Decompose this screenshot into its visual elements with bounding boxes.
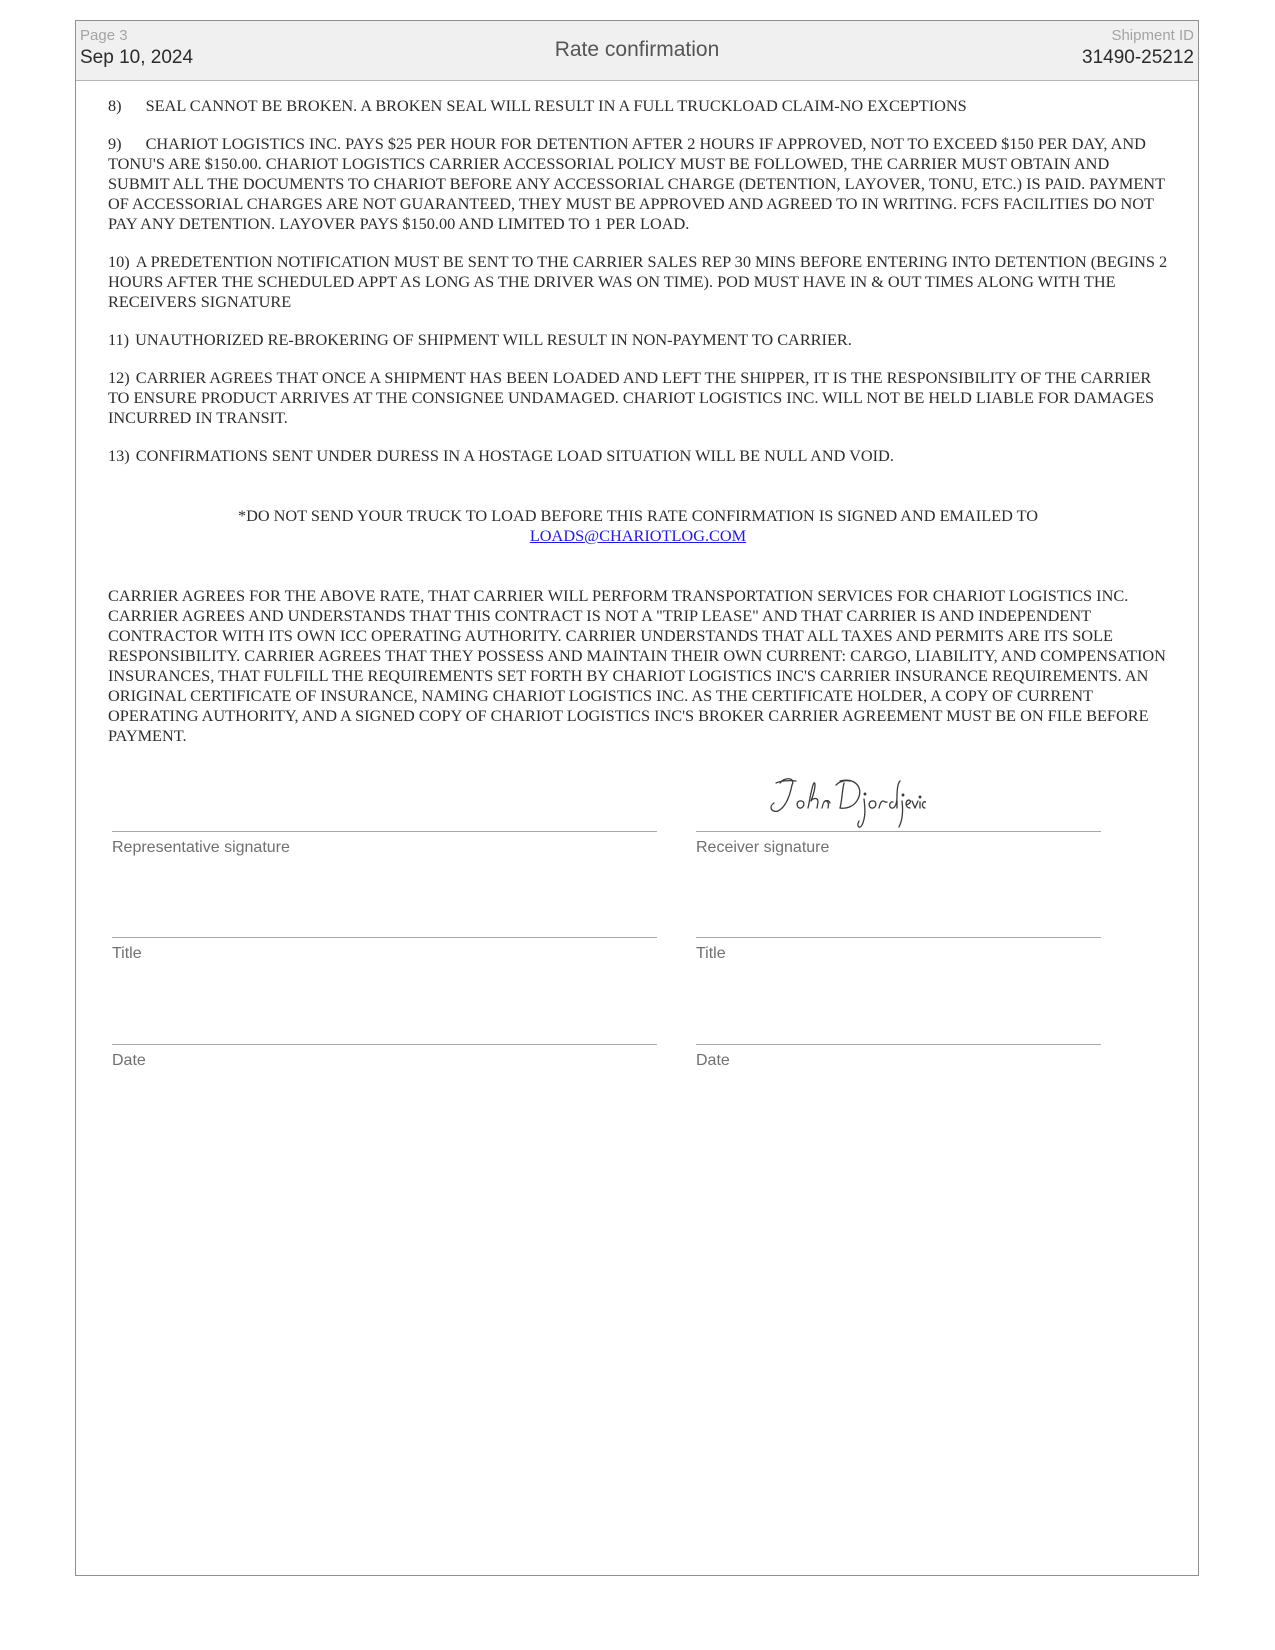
term-text: CHARIOT LOGISTICS INC. PAYS $25 PER HOUR FOR DETENTION AFTER 2 HOURS IF APPROVED, NOT TO EXCEED $150 PER DAY, AND TONU'S ARE $150.00. CHARIOT LOGISTICS CARRIER ACCESSORIAL POLICY MUST BE FOLLOWED, THE CARRIER MUST OBTAIN AND SUBMIT ALL THE DOCUMENTS TO CHARIOT BEFORE ANY ACCESSORIAL CHARGE (DETENTION, LAYOVER, TONU, ETC.) IS PAID. PAYMENT OF ACCESSORIAL CHARGES ARE NOT GUARANTEED, THEY MUST BE APPROVED AND AGREED TO IN WRITING. FCFS FACILITIES DO NOT PAY ANY DETENTION. LAYOVER PAYS $150.00 AND LIMITED TO 1 PER LOAD.	[108, 134, 1165, 233]
term-text: CONFIRMATIONS SENT UNDER DURESS IN A HOSTAGE LOAD SITUATION WILL BE NULL AND VOID.	[135, 446, 894, 465]
document-date: Sep 10, 2024	[80, 47, 194, 68]
header-right	[1082, 27, 1194, 71]
term-text: SEAL CANNOT BE BROKEN. A BROKEN SEAL WILL RESULT IN A FULL TRUCKLOAD CLAIM-NO EXCEPTIONS	[145, 96, 967, 115]
representative-title-line[interactable]	[112, 937, 657, 938]
term-text: CARRIER AGREES THAT ONCE A SHIPMENT HAS BEEN LOADED AND LEFT THE SHIPPER, IT IS THE RESPONSIBILITY OF THE CARRIER TO ENSURE PRODUCT ARRIVES AT THE CONSIGNEE UNDAMAGED. CHARIOT LOGISTICS INC. WILL NOT BE HELD LIABLE FOR DAMAGES INCURRED IN TRANSIT.	[108, 368, 1155, 427]
representative-title-label: Title	[112, 945, 142, 962]
receiver-signature-image	[766, 771, 926, 833]
page-header	[76, 21, 1198, 81]
document-title: Rate confirmation	[554, 38, 720, 61]
shipment-id-label: Shipment ID	[1111, 27, 1194, 44]
page-number: Page 3	[80, 27, 128, 44]
document-page	[75, 20, 1199, 1576]
representative-signature-line[interactable]	[112, 831, 657, 832]
shipment-id-value: 31490-25212	[1082, 47, 1194, 68]
term-text: A PREDETENTION NOTIFICATION MUST BE SENT TO THE CARRIER SALES REP 30 MINS BEFORE ENTERING INTO DETENTION (BEGINS 2 HOURS AFTER THE SCHEDULED APPT AS LONG AS THE DRIVER WAS ON TIME). POD MUST HAVE IN & OUT TIMES ALONG WITH THE RECEIVERS SIGNATURE	[108, 252, 1168, 311]
receiver-title-line[interactable]	[696, 937, 1101, 938]
term-item	[108, 252, 1168, 312]
receiver-signature-line[interactable]	[696, 831, 1101, 832]
term-item	[108, 134, 1168, 234]
carrier-agreement: CARRIER AGREES FOR THE ABOVE RATE, THAT CARRIER WILL PERFORM TRANSPORTATION SERVICES FOR CHARIOT LOGISTICS INC. CARRIER AGREES AND UNDERSTANDS THAT THIS CONTRACT IS NOT A "TRIP LEASE" AND THAT CARRIER IS AND INDEPENDENT CONTRACTOR WITH ITS OWN ICC OPERATING AUTHORITY. CARRIER UNDERSTANDS THAT ALL TAXES AND PERMITS ARE ITS SOLE RESPONSIBILITY. CARRIER AGREES THAT THEY POSSESS AND MAINTAIN THEIR OWN CURRENT: CARGO, LIABILITY, AND COMPENSATION INSURANCES, THAT FULFILL THE REQUIREMENTS SET FORTH BY CHARIOT LOGISTICS INC'S CARRIER INSURANCE REQUIREMENTS. AN ORIGINAL CERTIFICATE OF INSURANCE, NAMING CHARIOT LOGISTICS INC. AS THE CERTIFICATE HOLDER, A COPY OF CURRENT OPERATING AUTHORITY, AND A SIGNED COPY OF CHARIOT LOGISTICS INC'S BROKER CARRIER AGREEMENT MUST BE ON FILE BEFORE PAYMENT.	[108, 586, 1166, 745]
term-number: 11)	[108, 330, 130, 349]
term-item	[108, 330, 1168, 350]
term-number: 9)	[108, 134, 122, 153]
terms-body	[108, 96, 1168, 746]
receiver-title-label: Title	[696, 945, 726, 962]
representative-signature-label: Representative signature	[112, 839, 290, 856]
term-item	[108, 96, 1168, 116]
notice-text: *DO NOT SEND YOUR TRUCK TO LOAD BEFORE THIS RATE CONFIRMATION IS SIGNED AND EMAILED TO	[237, 506, 1039, 525]
email-link[interactable]: LOADS@CHARIOTLOG.COM	[529, 526, 747, 545]
term-item	[108, 446, 1168, 466]
term-number: 13)	[108, 446, 130, 465]
term-item	[108, 368, 1168, 428]
receiver-date-line[interactable]	[696, 1044, 1101, 1045]
representative-date-label: Date	[112, 1052, 146, 1069]
term-number: 10)	[108, 252, 130, 271]
term-number: 8)	[108, 96, 122, 115]
receiver-date-label: Date	[696, 1052, 730, 1069]
term-text: UNAUTHORIZED RE-BROKERING OF SHIPMENT WILL RESULT IN NON-PAYMENT TO CARRIER.	[135, 330, 852, 349]
representative-date-line[interactable]	[112, 1044, 657, 1045]
term-number: 12)	[108, 368, 130, 387]
send-truck-notice	[108, 506, 1168, 546]
receiver-signature-label: Receiver signature	[696, 839, 830, 856]
